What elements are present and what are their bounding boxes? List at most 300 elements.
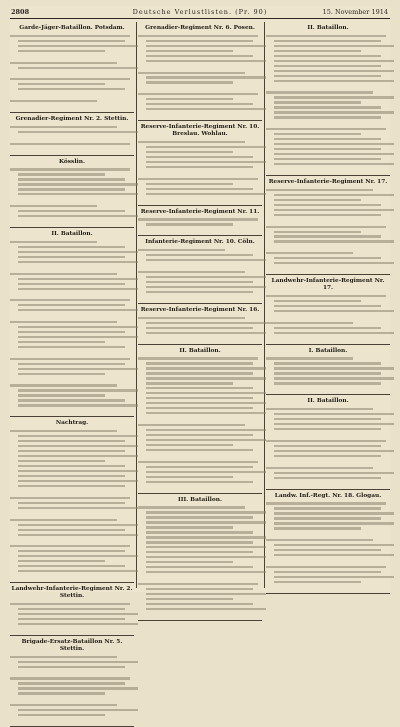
text-line <box>138 93 258 95</box>
text-line <box>146 291 253 293</box>
text-line <box>146 397 253 399</box>
text-line <box>274 50 361 52</box>
text-line <box>18 507 138 509</box>
paragraph-gap <box>10 378 134 382</box>
text-line <box>18 465 125 467</box>
text-line <box>274 75 381 77</box>
text-line <box>146 377 266 379</box>
text-line <box>146 412 266 414</box>
text-line <box>18 336 138 338</box>
text-line <box>138 35 258 37</box>
paragraph-gap <box>266 532 390 536</box>
section-rule <box>266 394 390 395</box>
text-line <box>274 362 381 364</box>
paragraph-gap <box>138 486 262 490</box>
text-line <box>138 317 245 319</box>
text-line <box>18 373 105 375</box>
text-line <box>146 536 266 538</box>
text-line <box>274 305 381 307</box>
text-line <box>274 80 394 82</box>
paragraph-gap <box>138 576 262 580</box>
text-line <box>18 440 125 442</box>
paragraph-gap <box>266 121 390 125</box>
text-line <box>18 550 125 552</box>
text-line <box>146 372 253 374</box>
text-line <box>146 571 266 573</box>
section-heading: Nachtrag. <box>55 420 89 427</box>
text-line <box>18 470 138 472</box>
paragraph-gap <box>10 198 134 202</box>
section-heading: Reserve-Infanterie-Regiment Nr. 16. <box>140 306 260 313</box>
text-line <box>274 310 394 312</box>
text-line <box>146 598 233 600</box>
section-heading: Landwehr-Infanterie-Regiment Nr. 17. <box>271 278 385 292</box>
text-line <box>18 618 125 620</box>
text-line <box>146 561 233 563</box>
text-line <box>274 45 394 47</box>
paragraph-gap <box>10 220 134 224</box>
text-line <box>146 76 266 78</box>
text-line <box>18 363 125 365</box>
text-line <box>274 372 381 374</box>
text-line <box>18 50 105 52</box>
text-line <box>274 70 394 72</box>
paragraph-gap <box>266 586 390 590</box>
text-line <box>10 205 97 207</box>
issue-date: 15. November 1914 <box>322 8 388 16</box>
text-line <box>18 193 138 195</box>
text-line <box>10 497 130 499</box>
page-number: 2808 <box>11 8 30 16</box>
paragraph-gap <box>138 264 262 268</box>
section-rule <box>138 205 262 206</box>
text-line <box>146 60 266 62</box>
column-divider <box>264 22 265 588</box>
text-line <box>18 475 125 477</box>
paragraph-gap <box>138 86 262 90</box>
text-line <box>18 215 138 217</box>
section-rule <box>10 112 134 113</box>
section-heading: Garde-Jäger-Bataillon. Potsdam. <box>19 25 125 31</box>
text-line <box>18 661 138 663</box>
text-line <box>18 178 125 180</box>
column-3 <box>266 22 390 590</box>
text-line <box>274 455 381 457</box>
text-line <box>266 322 353 324</box>
paragraph-gap <box>10 148 134 152</box>
paragraph-gap <box>266 460 390 464</box>
text-line <box>274 522 394 524</box>
text-line <box>146 444 233 446</box>
paragraph-gap <box>138 113 262 117</box>
section-heading: Infanterie-Regiment Nr. 10. Cöln. <box>145 239 255 246</box>
paragraph-gap <box>266 315 390 319</box>
section-rule <box>138 303 262 304</box>
text-line <box>266 226 386 228</box>
column-2 <box>138 22 262 590</box>
text-line <box>138 178 258 180</box>
text-line <box>146 146 266 148</box>
text-line <box>10 321 117 323</box>
text-line <box>146 367 266 369</box>
text-line <box>274 300 361 302</box>
section-heading: Grenadier-Regiment Nr. 6. Posen. <box>145 25 255 31</box>
text-line <box>266 128 386 130</box>
paragraph-gap <box>138 171 262 175</box>
section-rule <box>10 635 134 636</box>
text-line <box>146 516 253 518</box>
section-rule <box>138 493 262 494</box>
text-line <box>146 98 233 100</box>
paragraph-gap <box>266 85 390 89</box>
text-line <box>146 588 253 590</box>
text-line <box>146 541 253 543</box>
text-line <box>274 477 381 479</box>
text-line <box>146 481 253 483</box>
text-line <box>146 392 266 394</box>
text-line <box>274 116 381 118</box>
text-line <box>274 445 381 447</box>
text-line <box>138 271 245 273</box>
paragraph-gap <box>10 628 134 632</box>
section-rule <box>10 227 134 228</box>
text-line <box>138 249 225 251</box>
text-line <box>146 402 266 404</box>
section-rule <box>266 175 390 176</box>
paragraph-gap <box>138 296 262 300</box>
paragraph-gap <box>266 245 390 249</box>
text-line <box>18 445 138 447</box>
text-line <box>274 214 381 216</box>
section-rule <box>266 344 390 345</box>
text-line <box>138 461 258 463</box>
text-line <box>146 511 266 513</box>
text-line <box>146 322 266 324</box>
text-line <box>10 384 117 386</box>
text-line <box>18 404 138 406</box>
section-rule <box>10 416 134 417</box>
section-rule <box>10 582 134 583</box>
text-line <box>274 55 381 57</box>
text-line <box>18 450 125 452</box>
paragraph-gap <box>138 454 262 458</box>
text-line <box>18 173 105 175</box>
text-line <box>138 583 258 585</box>
text-line <box>146 327 253 329</box>
text-line <box>274 472 394 474</box>
section-rule <box>266 489 390 490</box>
text-line <box>146 608 266 610</box>
text-line <box>18 210 125 212</box>
text-line <box>146 166 253 168</box>
text-line <box>274 199 361 201</box>
text-line <box>18 45 138 47</box>
section-heading: Landw. Inf.-Regt. Nr. 18. Glogau. <box>274 492 382 499</box>
paragraph-gap <box>138 65 262 69</box>
text-line <box>146 281 253 283</box>
section-heading: III. Bataillon. <box>178 496 222 503</box>
text-line <box>18 188 125 190</box>
text-line <box>18 714 105 716</box>
paragraph-gap <box>10 409 134 413</box>
text-line <box>138 72 245 74</box>
text-line <box>146 382 233 384</box>
text-line <box>18 608 125 610</box>
text-line <box>10 519 117 521</box>
text-line <box>274 111 394 113</box>
paragraph-gap <box>10 136 134 140</box>
text-line <box>18 278 138 280</box>
paragraph-gap <box>266 433 390 437</box>
text-line <box>274 96 394 98</box>
text-line <box>274 367 394 369</box>
text-line <box>274 153 394 155</box>
paragraph-gap <box>138 613 262 617</box>
text-line <box>146 55 253 57</box>
text-line <box>138 506 245 508</box>
text-line <box>266 408 373 410</box>
text-line <box>274 235 381 237</box>
text-line <box>146 161 266 163</box>
paragraph-gap <box>266 267 390 271</box>
text-line <box>274 418 381 420</box>
text-line <box>18 460 105 462</box>
text-line <box>146 193 266 195</box>
text-line <box>18 346 125 348</box>
text-line <box>10 677 130 679</box>
text-line <box>146 471 266 473</box>
paragraph-gap <box>10 105 134 109</box>
section-rule <box>10 155 134 156</box>
paragraph-gap <box>10 314 134 318</box>
text-line <box>274 65 381 67</box>
text-line <box>146 223 233 225</box>
section-rule <box>266 593 390 594</box>
text-line <box>18 682 125 684</box>
paragraph-gap <box>10 671 134 675</box>
text-line <box>266 91 373 93</box>
paragraph-gap <box>266 337 390 341</box>
paragraph-gap <box>266 387 390 391</box>
section-heading: II. Bataillon. <box>179 347 221 354</box>
section-heading: II. Bataillon. <box>307 25 349 31</box>
text-line <box>274 382 381 384</box>
text-line <box>146 156 253 158</box>
section-heading: I. Bataillon. <box>308 347 348 354</box>
text-line <box>146 526 233 528</box>
paragraph-gap <box>266 219 390 223</box>
text-line <box>266 295 386 297</box>
text-line <box>18 399 125 401</box>
paragraph-gap <box>10 292 134 296</box>
text-line <box>274 512 394 514</box>
text-line <box>10 358 130 360</box>
section-heading: Landwehr-Infanterie-Regiment Nr. 2. Stettin. <box>11 586 133 600</box>
text-line <box>18 246 125 248</box>
text-line <box>10 430 117 432</box>
text-line <box>18 304 125 306</box>
section-heading: Brigade-Ersatz-Bataillon Nr. 5. Stettin. <box>21 638 123 652</box>
paragraph-gap <box>10 538 134 542</box>
text-line <box>18 555 138 557</box>
text-line <box>18 455 138 457</box>
text-line <box>146 103 253 105</box>
text-line <box>10 273 117 275</box>
text-line <box>274 106 381 108</box>
text-line <box>274 581 361 583</box>
text-line <box>274 231 361 233</box>
text-line <box>274 377 394 379</box>
text-line <box>18 251 138 253</box>
paragraph-gap <box>10 512 134 516</box>
paragraph-gap <box>10 55 134 59</box>
text-line <box>18 502 125 504</box>
text-line <box>18 40 125 42</box>
section-heading: Grenadier-Regiment Nr. 2. Stettin. <box>15 116 129 123</box>
section-rule <box>138 235 262 236</box>
text-line <box>10 656 117 658</box>
paragraph-gap <box>138 417 262 421</box>
text-line <box>146 466 253 468</box>
section-heading: Kösslin. <box>59 158 85 165</box>
paragraph-gap <box>10 351 134 355</box>
text-line <box>18 529 125 531</box>
text-line <box>146 593 266 595</box>
newspaper-page <box>10 6 390 652</box>
paragraph-gap <box>10 72 134 76</box>
text-line <box>10 100 97 102</box>
text-line <box>10 168 130 170</box>
text-line <box>18 309 138 311</box>
paragraph-gap <box>266 559 390 563</box>
text-line <box>274 148 381 150</box>
text-line <box>266 539 373 541</box>
text-line <box>146 276 266 278</box>
text-line <box>266 252 353 254</box>
section-heading: Reserve-Infanterie-Regiment Nr. 10. Breslau. Wohlau. <box>140 124 260 138</box>
text-line <box>10 78 130 80</box>
text-line <box>18 687 138 689</box>
text-line <box>274 332 394 334</box>
text-line <box>18 326 138 328</box>
text-line <box>274 571 381 573</box>
text-line <box>274 327 381 329</box>
paragraph-gap <box>10 719 134 723</box>
text-line <box>274 527 361 529</box>
text-line <box>274 138 381 140</box>
text-line <box>266 566 386 568</box>
text-line <box>274 257 381 259</box>
text-line <box>18 67 138 69</box>
text-line <box>274 133 361 135</box>
text-line <box>146 434 253 436</box>
text-line <box>146 556 266 558</box>
text-line <box>274 428 381 430</box>
paragraph-gap <box>10 490 134 494</box>
column-1 <box>10 22 134 652</box>
text-line <box>10 241 97 243</box>
text-line <box>18 288 138 290</box>
text-line <box>18 524 138 526</box>
paragraph-gap <box>10 266 134 270</box>
text-line <box>10 143 130 145</box>
text-line <box>146 551 253 553</box>
text-line <box>274 158 381 160</box>
text-line <box>10 299 130 301</box>
text-line <box>18 485 125 487</box>
text-line <box>18 435 138 437</box>
text-line <box>18 623 138 625</box>
text-line <box>146 449 253 451</box>
paragraph-gap <box>10 93 134 97</box>
text-line <box>274 517 381 519</box>
text-line <box>18 331 125 333</box>
text-line <box>274 240 394 242</box>
text-line <box>146 546 266 548</box>
section-heading: Reserve-Infanterie-Regiment Nr. 11. <box>140 208 260 215</box>
text-line <box>146 521 266 523</box>
text-line <box>138 141 245 143</box>
text-line <box>274 143 394 145</box>
text-line <box>146 531 253 533</box>
text-line <box>10 62 117 64</box>
text-line <box>18 368 138 370</box>
text-line <box>146 286 266 288</box>
text-line <box>266 467 373 469</box>
paragraph-gap <box>138 337 262 341</box>
text-line <box>274 262 394 264</box>
text-line <box>18 534 138 536</box>
text-line <box>10 545 130 547</box>
text-line <box>266 357 353 359</box>
text-line <box>274 450 394 452</box>
section-rule <box>138 120 262 121</box>
text-line <box>18 341 105 343</box>
text-line <box>18 394 105 396</box>
text-line <box>266 502 386 504</box>
text-line <box>146 81 233 83</box>
text-line <box>18 283 125 285</box>
text-line <box>274 423 394 425</box>
text-line <box>18 480 138 482</box>
text-line <box>18 565 125 567</box>
text-line <box>146 254 253 256</box>
text-line <box>274 40 381 42</box>
text-line <box>274 576 394 578</box>
page-title: Deutsche Verlustlisten. (Pr. 90) <box>132 8 268 16</box>
text-line <box>18 131 138 133</box>
text-line <box>138 424 245 426</box>
text-line <box>146 108 266 110</box>
text-line <box>274 413 394 415</box>
text-line <box>274 209 394 211</box>
text-line <box>18 389 138 391</box>
text-line <box>274 549 381 551</box>
section-rule <box>138 344 262 345</box>
page-header <box>10 6 390 19</box>
section-heading: Reserve-Infanterie-Regiment Nr. 17. <box>268 179 388 186</box>
text-line <box>146 332 266 334</box>
text-line <box>18 83 105 85</box>
text-line <box>18 613 138 615</box>
text-line <box>266 35 386 37</box>
text-line <box>18 709 138 711</box>
text-line <box>274 554 394 556</box>
text-line <box>18 666 125 668</box>
text-line <box>146 183 233 185</box>
text-line <box>146 407 253 409</box>
text-line <box>10 704 117 706</box>
